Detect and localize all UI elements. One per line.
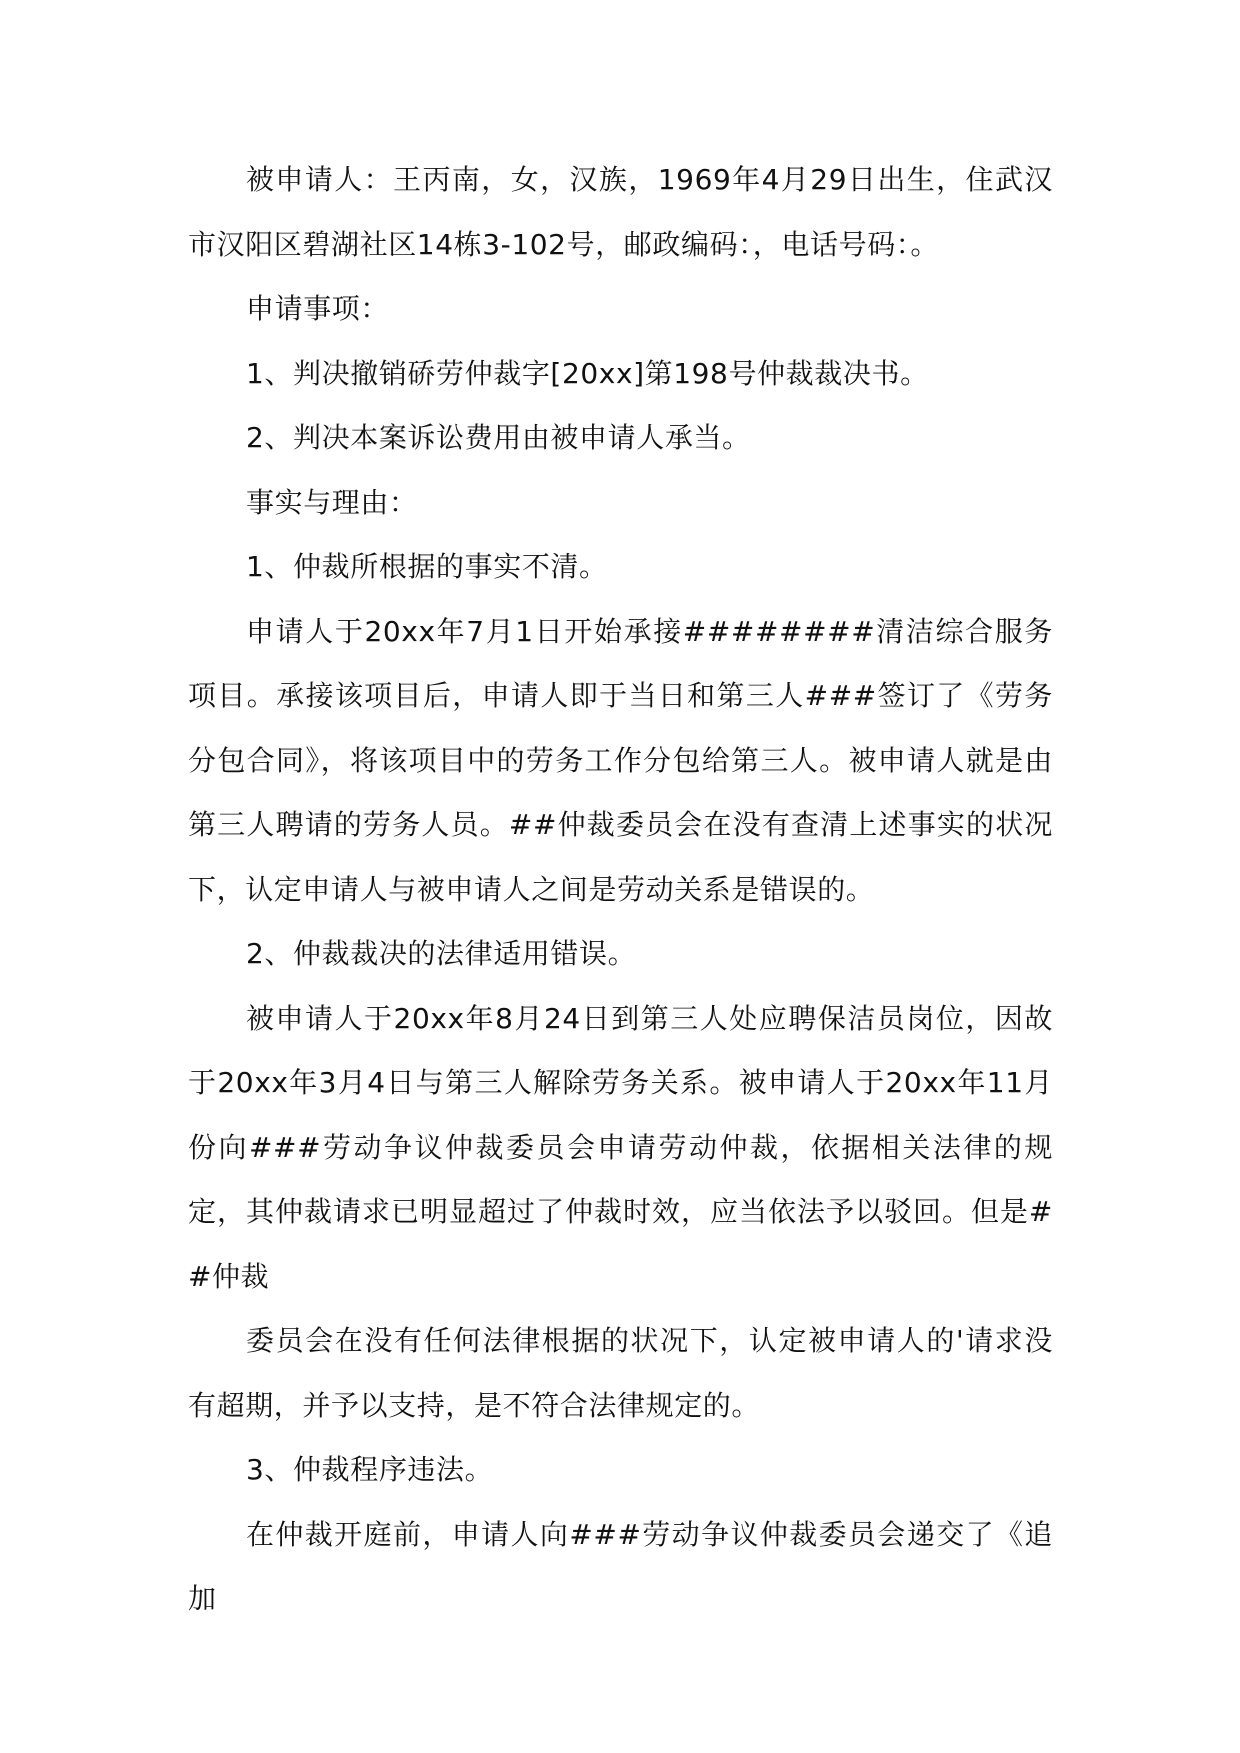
- reason-2-paragraph: 被申请人于20xx年8月24日到第三人处应聘保洁员岗位，因故于20xx年3月4日与第三人解除劳务关系。被申请人于20xx年11月份向###劳动争议仲裁委员会申请劳动仲裁，依据相关法律的规定，其仲裁请求已明显超过了仲裁时效，应当依法予以驳回。但是##仲裁: [188, 1001, 1053, 1293]
- reason-1-paragraph: 申请人于20xx年7月1日开始承接########清洁综合服务项目。承接该项目后，申请人即于当日和第三人###签订了《劳务分包合同》，将该项目中的劳务工作分包给第三人。被申请人就是由第三人聘请的劳务人员。##仲裁委员会在没有查清上述事实的状况下，认定申请人与被申请人之间是劳动关系是错误的。: [188, 614, 1053, 906]
- reason-2-heading: 2、仲裁裁决的法律适用错误。: [246, 937, 637, 970]
- claim-item-1: 1、判决撤销硚劳仲裁字[20xx]第198号仲裁裁决书。: [246, 356, 929, 390]
- document-body: [188, 148, 1053, 1632]
- respondent-info-paragraph: 被申请人：王丙南，女，汉族，1969年4月29日出生，住武汉市汉阳区碧湖社区14栋3-102号，邮政编码：，电话号码：。: [188, 163, 1053, 261]
- reason-3-heading: 3、仲裁程序违法。: [246, 1453, 494, 1486]
- claims-heading: 申请事项：: [246, 292, 390, 325]
- claim-item-2: 2、判决本案诉讼费用由被申请人承当。: [246, 421, 751, 454]
- reason-1-heading: 1、仲裁所根据的事实不清。: [246, 550, 608, 583]
- reason-2-continuation: 委员会在没有任何法律根据的状况下，认定被申请人的'请求没有超期，并予以支持，是不符合法律规定的。: [188, 1324, 1053, 1422]
- facts-reasons-heading: 事实与理由：: [246, 485, 418, 519]
- reason-3-paragraph: 在仲裁开庭前，申请人向###劳动争议仲裁委员会递交了《追加: [188, 1517, 1053, 1615]
